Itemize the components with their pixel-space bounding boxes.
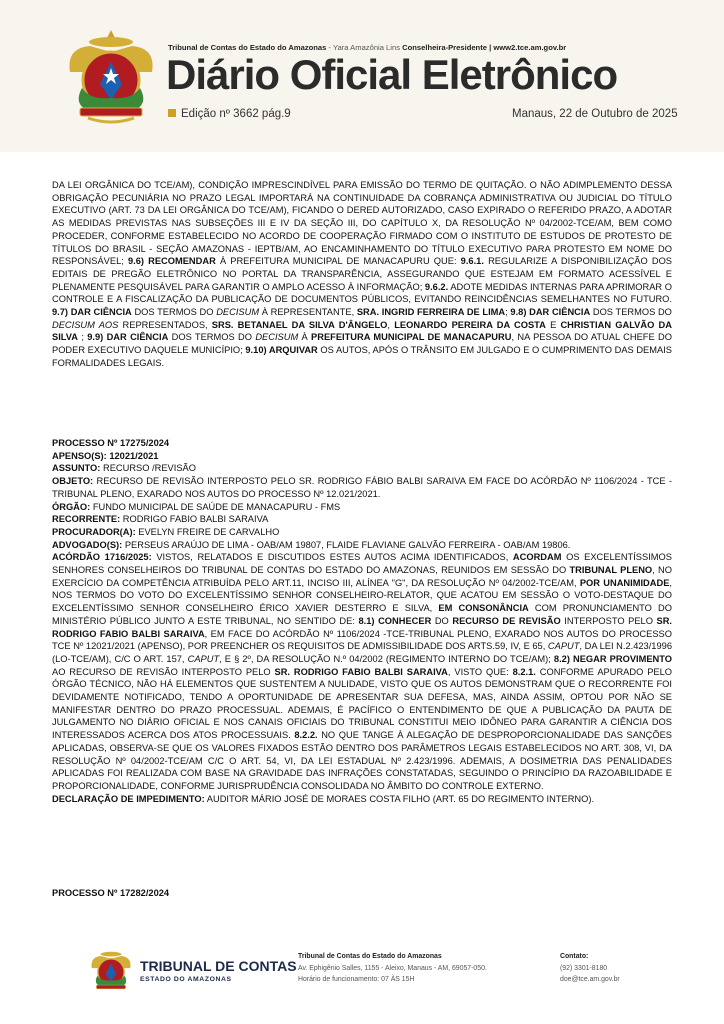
text-span: REPRESENTADOS,	[122, 319, 208, 330]
edition-text: Edição nº 3662 pág.9	[181, 108, 291, 120]
apenso-label: APENSO(S): 12021/2021	[52, 450, 159, 461]
text-span: DOS TERMOS DO	[171, 332, 252, 343]
field-label: ASSUNTO:	[52, 463, 101, 474]
bold-span: TRIBUNAL PLENO	[569, 565, 653, 576]
tce-am-crest-small-icon	[88, 946, 134, 996]
bold-span: 9.8) DAR CIÊNCIA	[510, 307, 591, 318]
footer-phone: (92) 3301-8180	[560, 964, 608, 972]
field-value: FUNDO MUNICIPAL DE SAÚDE DE MANACAPURU - FMS	[92, 501, 341, 512]
header-website-link[interactable]: www2.tce.am.gov.br	[493, 43, 567, 52]
text-span: OS EXCELENTÍSSIMOS SENHORES CONSELHEIROS DO TRIBUNAL DE CONTAS DO ESTADO DO AMAZONAS, REUNIDOS EM SESSÃO DO	[52, 552, 672, 576]
text-span: ,	[387, 319, 391, 330]
text-span: NO QUE TANGE À ALEGAÇÃO DE DESPROPORCIONALIDADE DAS SANÇÕES APLICADAS, OBSERVA-SE QUE OS VALORES FIXADOS ESTÃO DENTRO DOS PARÂMETROS LEGAIS ESTABELECIDOS NO ART. 308, VI, DA RESOLUÇÃO Nº 04/2002-TCE/AM C/C O ART. 54, VI, DA LEI ESTADUAL Nº 2.423/1996. ADEMAIS, A DOSIMETRIA DAS PENALIDADES APLICADAS FOI REALIZADA COM BASE NA GRAVIDADE DAS INFRAÇÕES CONSTATADAS, SEGUINDO O PRINCÍPIO DA RAZOABILIDADE E PROPORCIONALIDADE, CONFORME JURISPRUDÊNCIA CONSOLIDADA NO ÂMBITO DO CONTROLE EXTERNO.	[52, 730, 672, 791]
tce-am-crest-icon	[62, 28, 160, 128]
text-span: , NO EXERCÍCIO DA COMPETÊNCIA ATRIBUÍDA PELO ART.11, INCISO III, ALÍNEA "G", DA RESOLUÇÃO Nº 04/2002-TCE/AM,	[52, 565, 672, 588]
field-value: EVELYN FREIRE DE CARVALHO	[138, 526, 280, 537]
footer-address-line: Av. Ephigênio Salles, 1155 - Aleixo, Manaus - AM, 69057-050.	[298, 964, 487, 972]
text-span: CONFORME APURADO PELO ÓRGÃO TÉCNICO, NÃO HÁ ELEMENTOS QUE SUSTENTEM A NULIDADE, VISTO QUE OS AUTOS DEMONSTRAM QUE O RECORRENTE FOI DEVIDAMENTE NOTIFICADO, TENDO A OPORTUNIDADE DE APRESENTAR SUA DEFESA, MAS, AINDA ASSIM, OPTOU POR NÃO SE MANIFESTAR DENTRO DO PRAZO PROCESSUAL. ADEMAIS, É PACÍFICO O ENTENDIMENTO DE QUE A PUBLICAÇÃO DA PAUTA DE JULGAMENTO NO DIÁRIO OFICIAL E NOS CANAIS OFICIAIS DO TRIBUNAL CONSTITUI MEIO IDÔNEO PARA GARANTIR A CIÊNCIA DOS INTERESSADOS ACERCA DOS ATOS PROCESSUAIS.	[52, 666, 672, 741]
bold-span: SR. RODRIGO FABIO BALBI SARAIVA	[274, 666, 448, 677]
bold-span: SRS. BETANAEL DA SILVA D'ÂNGELO	[211, 319, 388, 330]
field-label: OBJETO:	[52, 476, 94, 487]
text-span: , NOS TERMOS DO VOTO DO EXCELENTÍSSIMO SENHOR CONSELHEIRO-RELATOR, QUE ACATOU EM SESSÃO O VOTO-DESTAQUE DO EXCELENTÍSSIMO SENHOR CONSELHEIRO ÉRICO XAVIER DESTERRO E SILVA,	[52, 577, 672, 614]
processo-label: PROCESSO Nº 17275/2024	[52, 438, 170, 448]
procurador-line	[52, 526, 672, 539]
bold-span: ACORDAM	[512, 552, 562, 563]
assunto-line	[52, 462, 672, 475]
text-span: ADOTE MEDIDAS INTERNAS PARA APRIMORAR O CONTROLE E A FISCALIZAÇÃO DA PUBLICAÇÃO DE DOCUMENTOS PÚBLICOS, EVITANDO REINCIDÊNCIAS SEMELHANTES NO FUTURO.	[52, 281, 672, 305]
page-title: Diário Oficial Eletrônico	[166, 51, 618, 98]
bold-span: SR. RODRIGO FABIO BALBI SARAIVA	[52, 615, 672, 639]
edition-label	[168, 108, 291, 120]
edition-square-icon	[168, 109, 176, 117]
recorrente-line	[52, 513, 672, 526]
processo-label: PROCESSO Nº 17282/2024	[52, 888, 170, 898]
bold-span: 9.7) DAR CIÊNCIA	[52, 307, 132, 318]
bold-span: CHRISTIAN GALVÃO DA SILVA	[52, 319, 672, 343]
header-president: Yara Amazônia Lins	[333, 43, 400, 52]
bold-span: 9.6.1.	[460, 256, 484, 267]
acordao-paragraph	[52, 551, 672, 792]
text-span: DOS TERMOS DO	[134, 307, 214, 318]
footer-address	[298, 951, 487, 986]
bold-span: EM CONSONÂNCIA	[438, 603, 529, 614]
publication-date: Manaus, 22 de Outubro de 2025	[512, 108, 678, 120]
footer-brand-title: TRIBUNAL DE CONTAS	[140, 958, 297, 974]
header-president-label: Conselheira-Presidente	[402, 43, 487, 52]
italic-span: CAPUT	[187, 653, 220, 664]
text-span: E	[550, 319, 557, 330]
text-span: REGULARIZE A DISPONIBILIZAÇÃO DOS EDITAIS DE PREGÃO ELETRÔNICO NO PORTAL DA TRANSPARÊNCIA, ASSEGURANDO QUE ESTEJAM EM FORMATO ACESSÍVEL E PLENAMENTE PESQUISÁVEL PARA GARANTIR O AMPLO ACESSO À INFORMAÇÃO;	[52, 256, 672, 292]
bold-span: 8.1) CONHECER	[358, 615, 432, 626]
text-span: AO RECURSO DE REVISÃO INTERPOSTO PELO	[52, 666, 271, 677]
bold-span: SRA. INGRID FERREIRA DE LIMA	[356, 307, 506, 318]
field-label: PROCURADOR(A):	[52, 526, 136, 537]
italic-span: DECISUM	[216, 307, 260, 318]
bold-span: LEONARDO PEREIRA DA COSTA	[394, 319, 546, 330]
field-label: DECLARAÇÃO DE IMPEDIMENTO:	[52, 793, 205, 804]
footer-contact-title: Contato:	[560, 953, 589, 960]
field-label: ADVOGADO(S):	[52, 539, 123, 550]
text-span: INTERPOSTO PELO	[564, 615, 653, 626]
text-span: À REPRESENTANTE,	[261, 307, 355, 318]
text-span: DO	[434, 615, 449, 626]
apenso-line	[52, 450, 672, 463]
text-span: , EM FACE DO ACÓRDÃO Nº 1106/2024 -TCE-TRIBUNAL PLENO, EXARADO NOS AUTOS DO PROCESSO TCE Nº 12021/2021 (APENSO), POR PREENCHER OS REQUISITOS DE ADMISSIBILIDADE DOS ARTS.59, IV, E 65,	[52, 628, 672, 652]
footer-hours: Horário de funcionamento: 07 ÀS 15H	[298, 976, 415, 983]
field-value: AUDITOR MÁRIO JOSÉ DE MORAES COSTA FILHO (ART. 65 DO REGIMENTO INTERNO).	[206, 793, 595, 804]
text-block-process-17275	[52, 437, 672, 805]
bold-span: PREFEITURA MUNICIPAL DE MANACAPURU	[311, 332, 512, 343]
processo-number	[52, 887, 672, 900]
page-footer	[0, 938, 724, 1024]
text-span: , DA LEI N.2.423/1996 (LO-TCE/AM), C/C O ART. 157,	[52, 641, 672, 664]
italic-span: DECISUM AOS	[52, 319, 119, 330]
bold-span: 8.2.2.	[294, 730, 318, 741]
bold-span: 8.2.1.	[512, 666, 536, 677]
header-top-line: Tribunal de Contas do Estado do Amazonas - Yara Amazônia Lins Conselheira-Presidente | www2.tce.am.gov.br	[168, 43, 567, 52]
text-span: DOS TERMOS DO	[592, 307, 672, 318]
footer-address-title: Tribunal de Contas do Estado do Amazonas	[298, 953, 442, 960]
orgao-line	[52, 501, 672, 514]
footer-email-link[interactable]: doe@tce.am.gov.br	[560, 976, 620, 983]
text-span: VISTOS, RELATADOS E DISCUTIDOS ESTES AUTOS ACIMA IDENTIFICADOS,	[156, 552, 509, 563]
bold-span: 9.9) DAR CIÊNCIA	[87, 332, 169, 343]
text-span: À	[301, 332, 308, 343]
text-span: , VISTO QUE:	[447, 666, 509, 677]
text-span: ;	[81, 332, 84, 343]
paragraph-decision-items	[52, 179, 672, 370]
field-value: RECURSO DE REVISÃO INTERPOSTO PELO SR. RODRIGO FÁBIO BALBI SARAIVA EM FACE DO ACÓRDÃO Nº 1106/2024 - TCE - TRIBUNAL PLENO, EXARADO NOS AUTOS DO PROCESSO Nº 12.021/2021.	[52, 476, 672, 499]
text-span: , E § 2º, DA RESOLUÇÃO N.º 04/2002 (REGIMENTO INTERNO DO TCE/AM);	[219, 653, 551, 664]
italic-span: DECISUM	[255, 332, 299, 343]
italic-span: CAPUT	[547, 641, 580, 652]
footer-brand-subtitle: ESTADO DO AMAZONAS	[140, 976, 232, 983]
header-org-name: Tribunal de Contas do Estado do Amazonas	[168, 43, 327, 52]
text-span: DA LEI ORGÂNICA DO TCE/AM), CONDIÇÃO IMPRESCINDÍVEL PARA EMISSÃO DO TERMO DE QUITAÇÃO. O NÃO ADIMPLEMENTO DESSA OBRIGAÇÃO PECUNIÁRIA NO PRAZO LEGAL IMPORTARÁ NA CONTINUIDADE DA COBRANÇA ADMINISTRATIVA OU JUDICIAL DO TÍTULO EXECUTIVO (ART. 73 DA LEI ORGÂNICA DO TCE/AM), FICANDO O DERED AUTORIZADO, CASO EXPIRADO O REFERIDO PRAZO, A ADOTAR AS MEDIDAS PREVISTAS NAS SUBSEÇÕES III E IV DA SEÇÃO III, DO CAPÍTULO X, DA RESOLUÇÃO Nº 04/2002-TCE/AM, BEM COMO PROCEDER, CONFORME ESTABELECIDO NO ACORDO DE COOPERAÇÃO FIRMADO COM O INSTITUTO DE ESTUDOS DE PROTESTO DE TÍTULOS DO BRASIL - SEÇÃO AMAZONAS - IEPTB/AM, AO ENCAMINHAMENTO DO TÍTULO EXECUTIVO PARA PROTESTO EM NOME DO RESPONSÁVEL;	[52, 180, 672, 267]
text-span: , NA PESSOA DO ATUAL CHEFE DO PODER EXECUTIVO DAQUELE MUNICÍPIO;	[52, 332, 672, 356]
bold-span: 9.6.2.	[424, 281, 449, 292]
bold-span: 9.6) RECOMENDAR	[127, 256, 216, 267]
page-header	[0, 0, 724, 152]
field-label: ÓRGÃO:	[52, 501, 91, 512]
acordao-label: ACÓRDÃO 1716/2025:	[52, 552, 152, 563]
bold-span: 9.10) ARQUIVAR	[245, 345, 318, 356]
impedimento-line	[52, 793, 672, 806]
advogado-line	[52, 539, 672, 552]
text-block-process-17282	[52, 887, 672, 900]
text-span: OS AUTOS, APÓS O TRÂNSITO EM JULGADO E O CUMPRIMENTO DAS DEMAIS FORMALIDADES LEGAIS.	[52, 345, 672, 368]
bold-span: 8.2) NEGAR PROVIMENTO	[553, 653, 673, 664]
field-value: PERSEUS ARAÚJO DE LIMA - OAB/AM 19807, FLAIDE FLAVIANE GALVÃO FERREIRA - OAB/AM 19806.	[124, 539, 571, 550]
bold-span: RECURSO DE REVISÃO	[452, 615, 561, 626]
processo-number	[52, 437, 672, 450]
text-span: À PREFEITURA MUNICIPAL DE MANACAPURU QUE:	[219, 256, 457, 267]
text-span: ;	[505, 307, 508, 318]
objeto-line	[52, 475, 672, 500]
text-span: COM PRONUNCIAMENTO DO MINISTÉRIO PÚBLICO JUNTO A ESTE TRIBUNAL, NO SENTIDO DE:	[52, 603, 672, 626]
field-value: RECURSO /REVISÃO	[102, 463, 196, 474]
field-value: RODRIGO FABIO BALBI SARAIVA	[122, 514, 269, 525]
text-block-1	[52, 179, 672, 370]
bold-span: POR UNANIMIDADE	[579, 577, 670, 588]
field-label: RECORRENTE:	[52, 514, 121, 525]
footer-contact	[560, 951, 620, 986]
